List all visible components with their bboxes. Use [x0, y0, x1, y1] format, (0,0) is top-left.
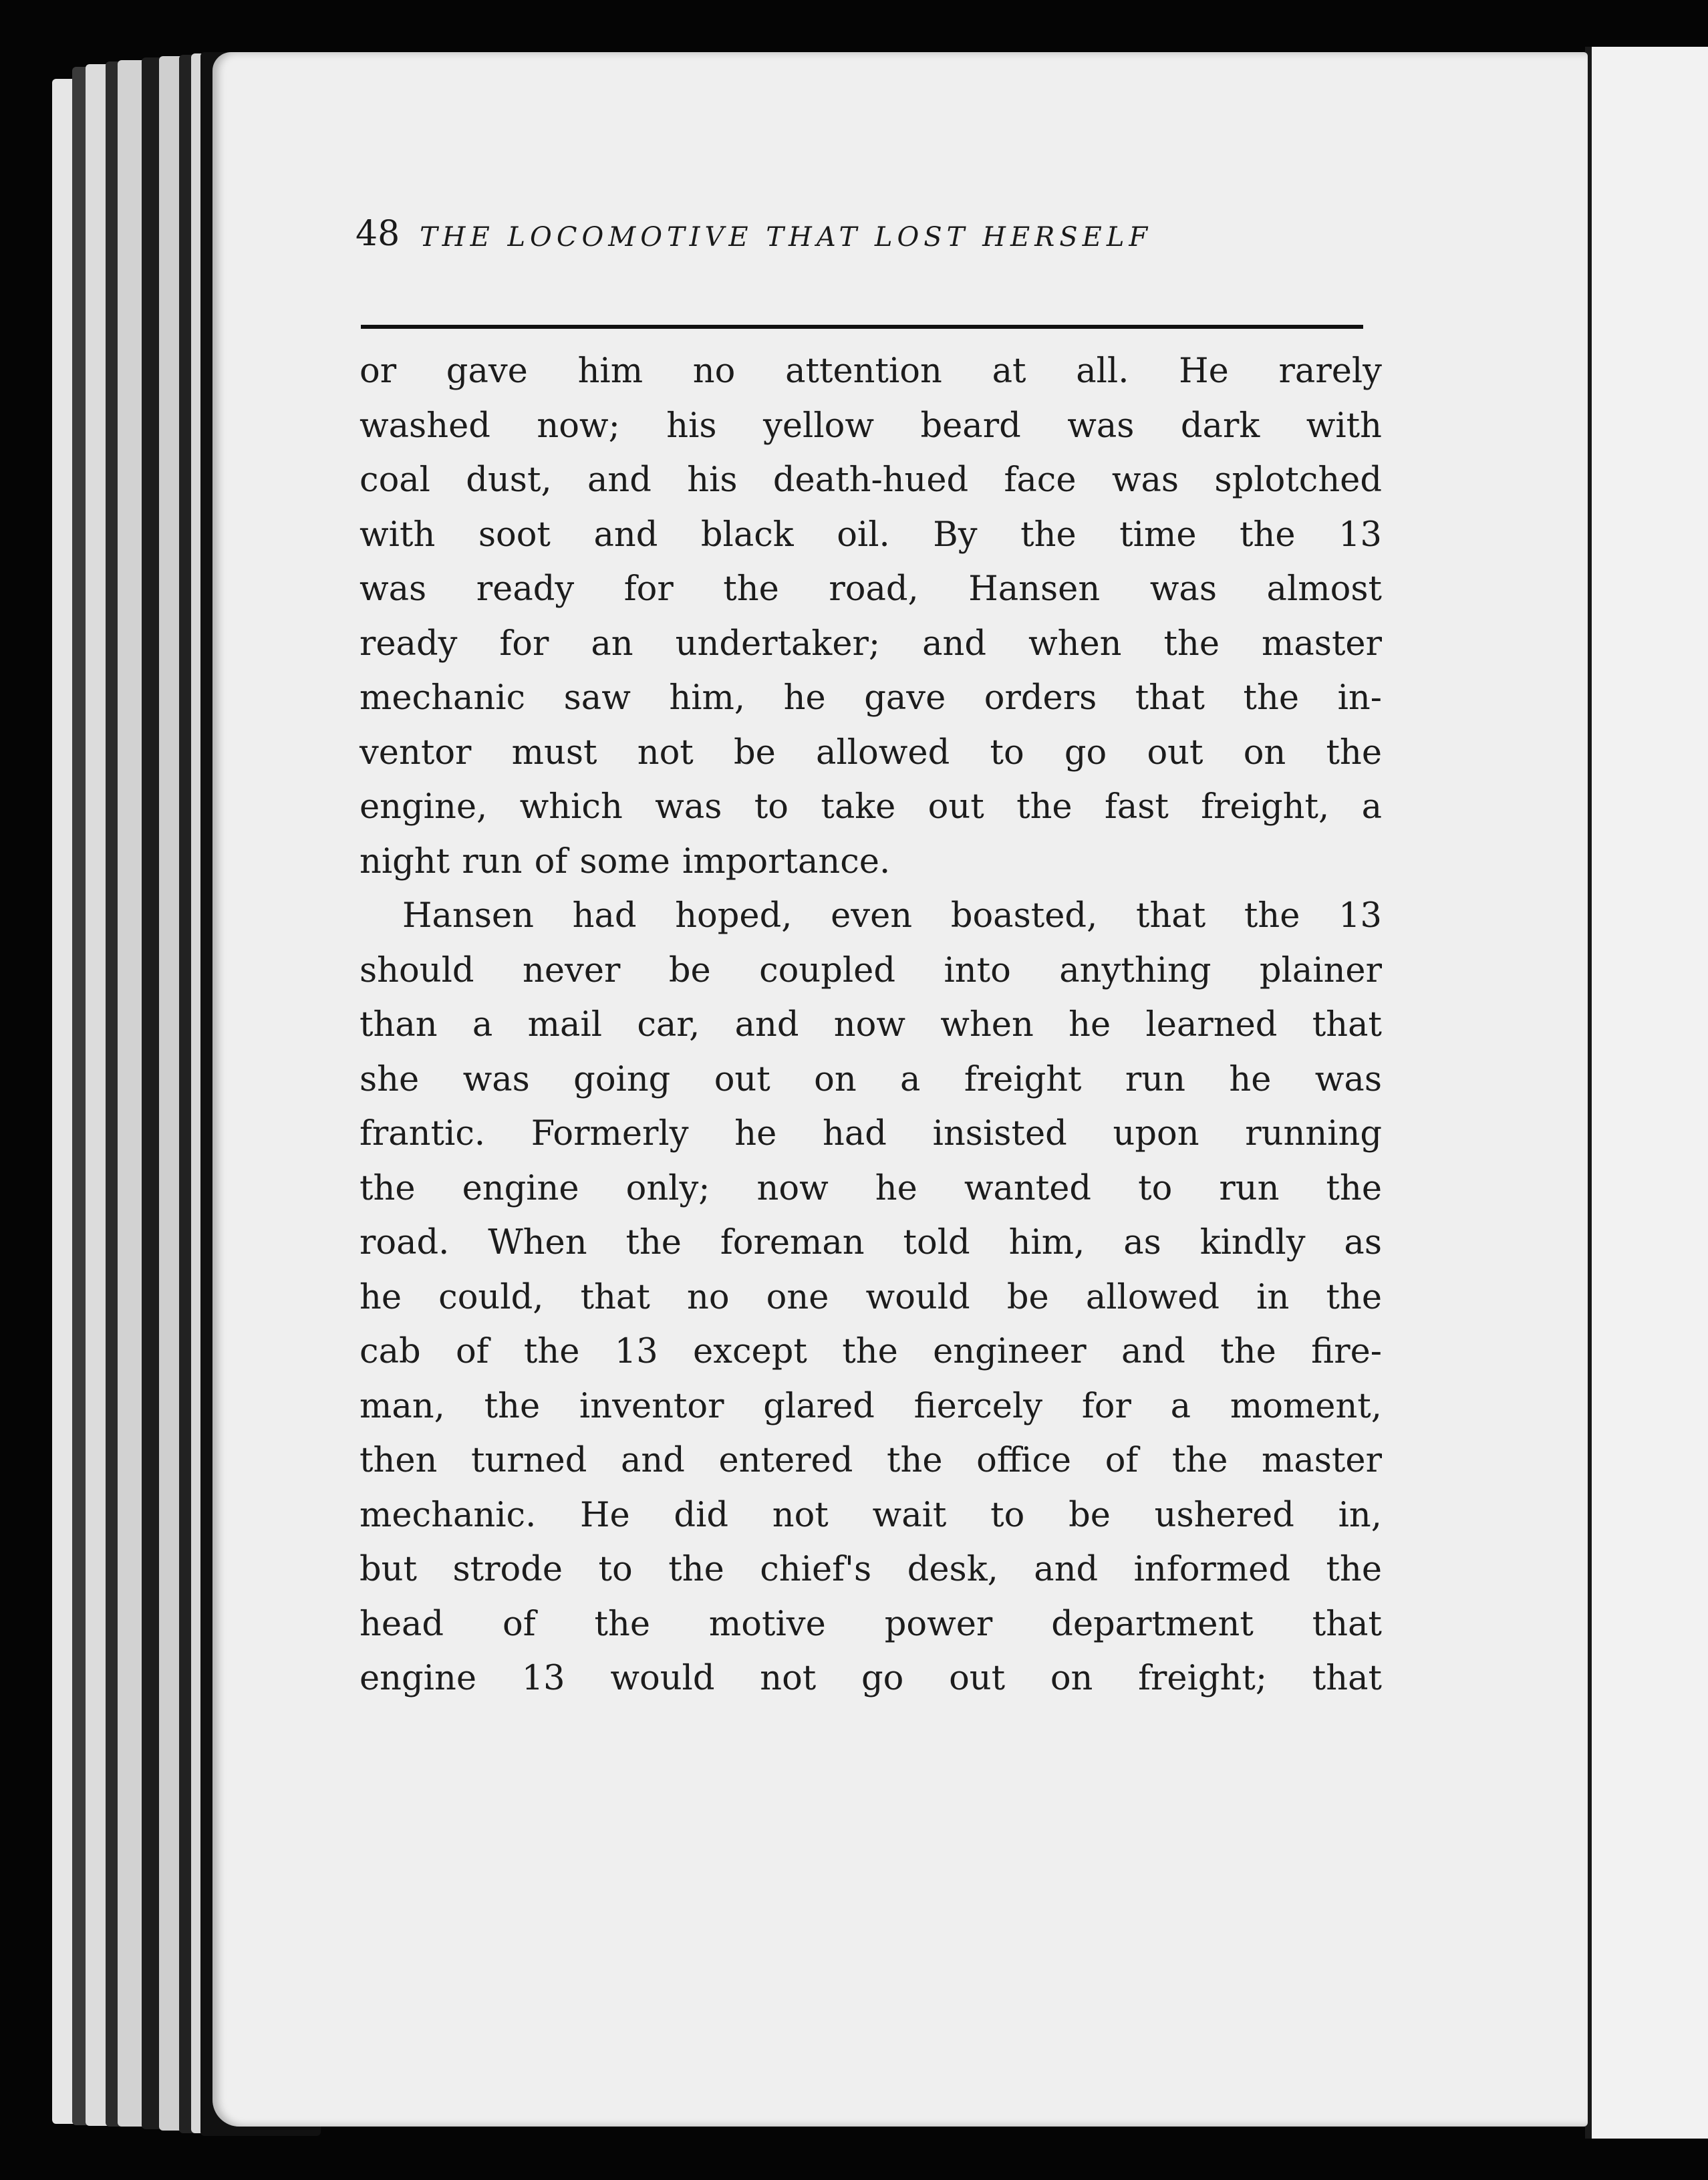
text-line: coal dust, and his death-hued face was splotched	[360, 460, 1382, 500]
paragraph	[360, 344, 1382, 889]
text-line: should never be coupled into anything plainer	[360, 950, 1382, 990]
text-line: the engine only; now he wanted to run the	[360, 1168, 1382, 1208]
text-line: than a mail car, and now when he learned that	[360, 1005, 1382, 1045]
text-line: night run of some importance.	[360, 841, 891, 881]
text-line: ready for an undertaker; and when the master	[360, 624, 1382, 664]
text-line: engine 13 would not go out on freight; that	[360, 1659, 1382, 1698]
paragraph	[360, 889, 1382, 1706]
text-line: road. When the foreman told him, as kindly as	[360, 1223, 1382, 1262]
facing-page-edge	[1585, 47, 1708, 2139]
body-text	[360, 344, 1382, 1706]
page-number: 48	[355, 214, 400, 254]
text-line: was ready for the road, Hansen was almost	[360, 569, 1382, 609]
running-header	[355, 214, 1371, 274]
text-line: she was going out on a freight run he was	[360, 1059, 1382, 1099]
text-line: but strode to the chief's desk, and informed the	[360, 1550, 1382, 1589]
text-line: with soot and black oil. By the time the 13	[360, 515, 1382, 555]
text-line: mechanic saw him, he gave orders that the in-	[360, 678, 1382, 718]
header-rule	[361, 325, 1363, 329]
text-line: man, the inventor glared fiercely for a moment,	[360, 1386, 1382, 1426]
text-line: washed now; his yellow beard was dark with	[360, 406, 1382, 446]
text-line: mechanic. He did not wait to be ushered in,	[360, 1495, 1382, 1535]
text-line: cab of the 13 except the engineer and the fire-	[360, 1332, 1382, 1371]
text-line: head of the motive power department that	[360, 1604, 1382, 1644]
text-line: Hansen had hoped, even boasted, that the 13	[402, 896, 1382, 936]
text-line: he could, that no one would be allowed in the	[360, 1277, 1382, 1317]
running-title: THE LOCOMOTIVE THAT LOST HERSELF	[420, 222, 1153, 253]
text-line: or gave him no attention at all. He rarely	[360, 352, 1382, 391]
text-line: ventor must not be allowed to go out on the	[360, 732, 1382, 773]
text-line: frantic. Formerly he had insisted upon running	[360, 1114, 1382, 1153]
text-line: engine, which was to take out the fast freight, a	[360, 787, 1382, 827]
text-line: then turned and entered the office of the master	[360, 1441, 1382, 1480]
